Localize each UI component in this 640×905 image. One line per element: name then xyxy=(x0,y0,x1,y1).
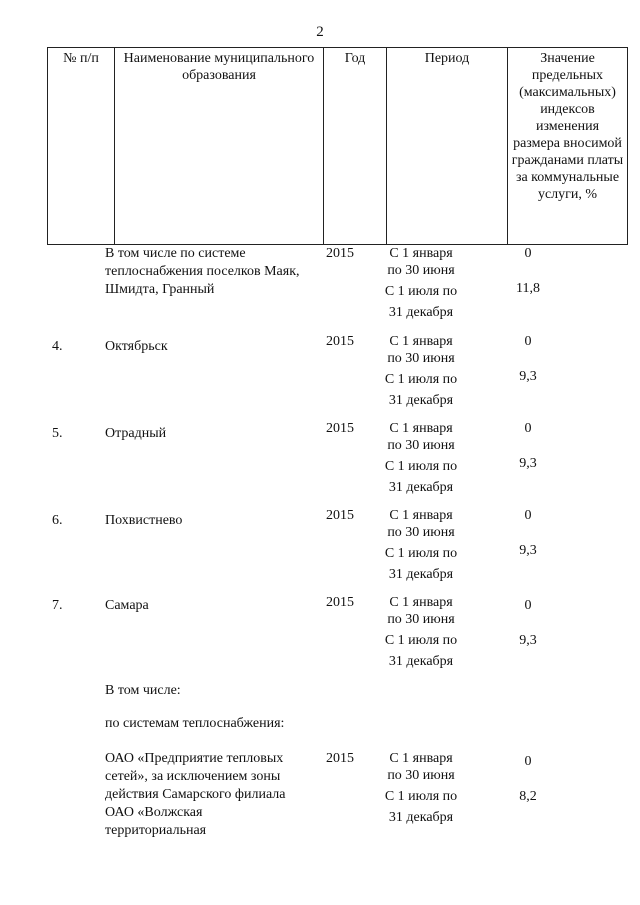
index-value-second: 8,2 xyxy=(519,789,537,804)
index-value-second: 9,3 xyxy=(519,543,537,558)
period-cell xyxy=(362,750,480,826)
period-second-end: 31 декабря xyxy=(388,480,454,495)
period-second-start: С 1 июля по xyxy=(384,459,458,474)
year-cell: 2015 xyxy=(326,421,354,436)
index-value-first: 0 xyxy=(524,754,532,769)
period-first-end: по 30 июня xyxy=(387,525,455,540)
row-number: 5. xyxy=(52,426,63,441)
year-cell: 2015 xyxy=(326,751,354,766)
period-first-end: по 30 июня xyxy=(387,351,455,366)
index-value-second: 9,3 xyxy=(519,369,537,384)
index-value-second: 11,8 xyxy=(516,281,540,296)
header-number: № п/п xyxy=(48,48,115,245)
period-first-end: по 30 июня xyxy=(387,612,455,627)
period-second-start: С 1 июля по xyxy=(384,633,458,648)
period-second-end: 31 декабря xyxy=(388,567,454,582)
period-second-start: С 1 июля по xyxy=(384,546,458,561)
row-number: 6. xyxy=(52,513,63,528)
index-value-first: 0 xyxy=(524,246,532,261)
period-second-start: С 1 июля по xyxy=(384,284,458,299)
municipality-name: Отрадный xyxy=(105,426,167,441)
row-number: 4. xyxy=(52,339,63,354)
period-second-end: 31 декабря xyxy=(388,810,454,825)
period-second-start: С 1 июля по xyxy=(384,789,458,804)
index-value-cell xyxy=(478,333,578,386)
municipality-name: ОАО «Предприятие тепловых сетей», за исключением зоны действия Самарского филиала ОАО «Волжская территориальная xyxy=(105,751,286,838)
index-value-cell xyxy=(478,245,578,298)
index-value-cell xyxy=(478,507,578,560)
index-value-first: 0 xyxy=(524,334,532,349)
period-first-end: по 30 июня xyxy=(387,768,455,783)
period-cell xyxy=(362,507,480,583)
year-cell: 2015 xyxy=(326,508,354,523)
municipality-name: Самара xyxy=(105,598,149,613)
year-cell: 2015 xyxy=(326,595,354,610)
period-first-start: С 1 января xyxy=(389,421,453,436)
index-value-cell xyxy=(478,597,578,650)
year-cell: 2015 xyxy=(326,334,354,349)
municipality-name: В том числе по системе теплоснабжения поселков Маяк, Шмидта, Гранный xyxy=(105,246,300,297)
municipality-name: Похвистнево xyxy=(105,513,183,528)
period-cell xyxy=(362,245,480,321)
header-year: Год xyxy=(324,48,387,245)
period-first-start: С 1 января xyxy=(389,508,453,523)
period-first-start: С 1 января xyxy=(389,246,453,261)
municipality-name: Октябрьск xyxy=(105,339,168,354)
page-number: 2 xyxy=(316,24,324,40)
period-first-end: по 30 июня xyxy=(387,263,455,278)
row-number: 7. xyxy=(52,598,63,613)
period-cell xyxy=(362,420,480,496)
period-first-start: С 1 января xyxy=(389,334,453,349)
period-second-end: 31 декабря xyxy=(388,305,454,320)
period-first-start: С 1 января xyxy=(389,751,453,766)
period-cell xyxy=(362,594,480,670)
index-value-cell xyxy=(478,420,578,473)
period-second-end: 31 декабря xyxy=(388,393,454,408)
index-value-first: 0 xyxy=(524,508,532,523)
period-first-end: по 30 июня xyxy=(387,438,455,453)
note-by-systems: по системам теплоснабжения: xyxy=(105,716,285,731)
note-including: В том числе: xyxy=(105,683,181,698)
period-cell xyxy=(362,333,480,409)
header-period: Период xyxy=(387,48,508,245)
header-index-value: Значение предельных (максимальных) индексов изменения размера вносимой гражданами платы за коммунальные услуги, % xyxy=(508,48,628,245)
year-cell: 2015 xyxy=(326,246,354,261)
period-second-end: 31 декабря xyxy=(388,654,454,669)
period-first-start: С 1 января xyxy=(389,595,453,610)
period-second-start: С 1 июля по xyxy=(384,372,458,387)
index-value-second: 9,3 xyxy=(519,456,537,471)
header-municipality: Наименование муниципального образования xyxy=(115,48,324,245)
index-value-second: 9,3 xyxy=(519,633,537,648)
index-value-first: 0 xyxy=(524,598,532,613)
index-value-cell xyxy=(478,753,578,806)
index-value-first: 0 xyxy=(524,421,532,436)
